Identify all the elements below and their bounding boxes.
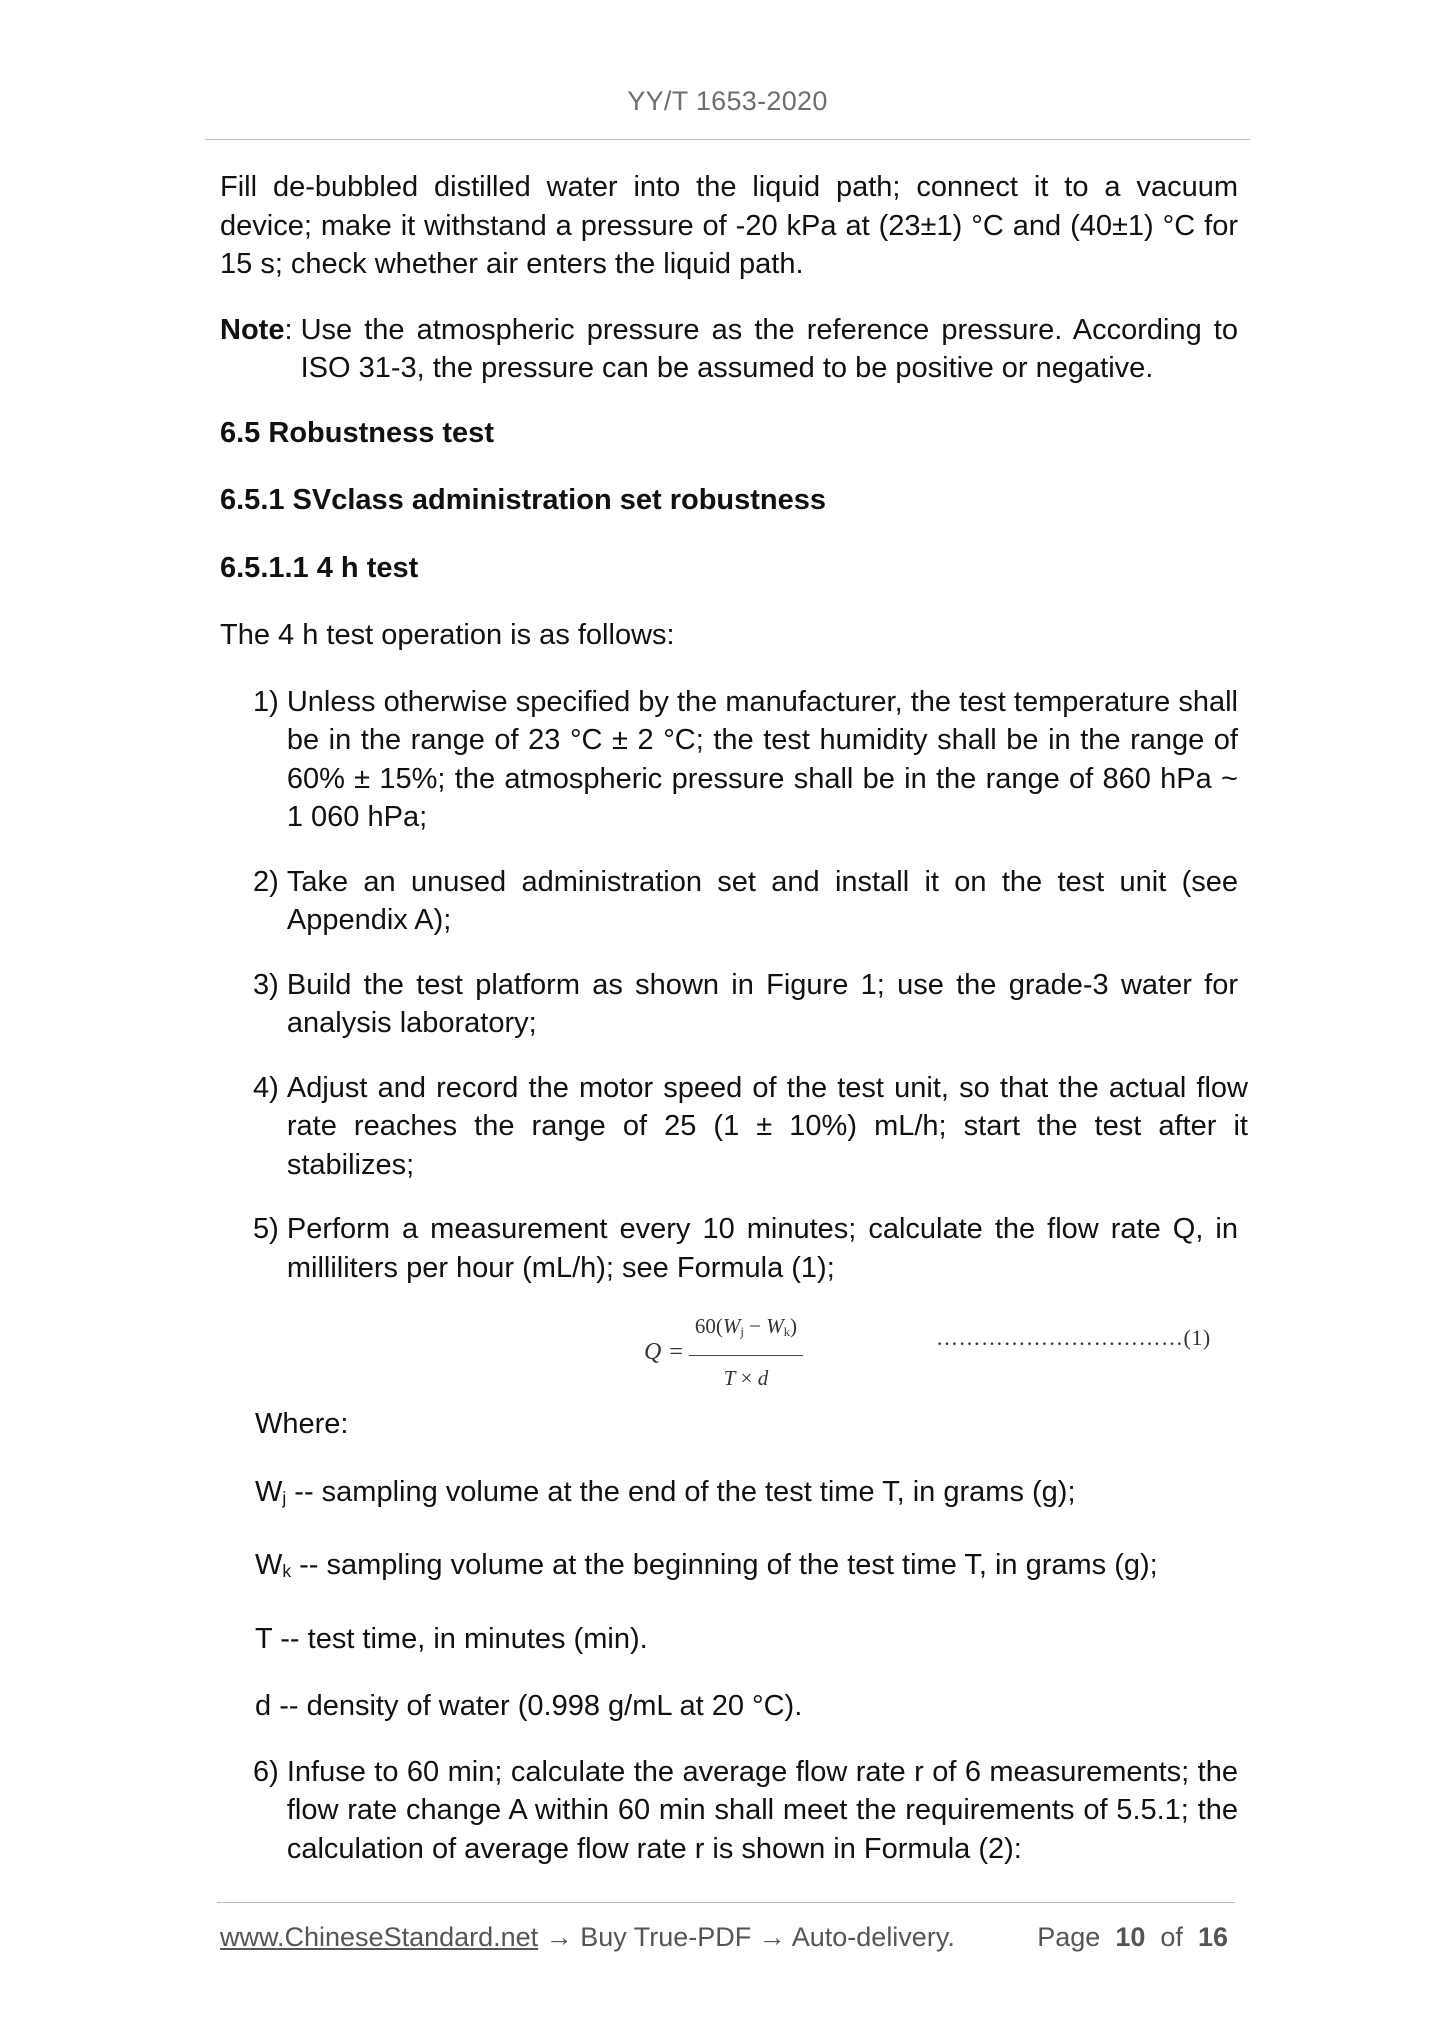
where-label: Where: xyxy=(255,1408,349,1440)
step-number: 5) xyxy=(253,1213,279,1245)
formula-fraction xyxy=(689,1307,803,1397)
current-page-number: 10 xyxy=(1115,1922,1146,1952)
footer-website-link[interactable]: www.ChineseStandard.net xyxy=(220,1922,539,1952)
step-text: Take an unused administration set and install it on the test unit (see Appendix A); xyxy=(286,865,1238,936)
step-item xyxy=(253,1753,1238,1869)
footer-tagline: → Buy True-PDF → Auto-delivery. xyxy=(538,1922,955,1952)
step-number: 6) xyxy=(253,1755,279,1788)
step-item xyxy=(253,863,1238,940)
definition-item: T -- test time, in minutes (min). xyxy=(255,1622,648,1655)
footer-promo xyxy=(220,1922,955,1953)
step-text: Adjust and record the motor speed of the test unit, so that the actual flow rate reaches the range of 25 (1 ± 10%) mL/h; start the test after it stabilizes; xyxy=(286,1071,1248,1181)
step-number: 4) xyxy=(253,1071,279,1104)
document-header: YY/T 1653-2020 xyxy=(627,86,828,116)
footer-divider xyxy=(217,1902,1235,1903)
heading-6-5-1: 6.5.1 SVclass administration set robustness xyxy=(220,484,827,516)
step-number: 1) xyxy=(253,685,279,718)
page-content xyxy=(220,168,1248,1868)
step-number: 3) xyxy=(253,968,279,1001)
step-number: 2) xyxy=(253,865,279,898)
heading-6-5-1-1: 6.5.1.1 4 h test xyxy=(220,551,419,584)
step-text: Build the test platform as shown in Figure 1; use the grade-3 water for analysis laboratory; xyxy=(286,968,1238,1039)
step-item xyxy=(253,1069,1248,1185)
header-divider xyxy=(205,139,1250,140)
total-page-number: 16 xyxy=(1197,1922,1228,1952)
step-text: Perform a measurement every 10 minutes; calculate the flow rate Q, in milliliters per hour (mL/h); see Formula (1); xyxy=(286,1213,1238,1284)
definition-item: $W_k$ -- sampling volume at the beginning of the test time T, in grams (g); xyxy=(255,1549,1158,1581)
note-label: Note xyxy=(220,313,285,346)
formula-reference-number: ……………………………(1) xyxy=(936,1325,1211,1350)
step-text: Infuse to 60 min; calculate the average flow rate r of 6 measurements; the flow rate change A within 60 min shall meet the requirements of 5.5.1; the calculation of average flow rate r is shown in Formula (2): xyxy=(286,1755,1238,1865)
step-text: Unless otherwise specified by the manufacturer, the test temperature shall be in the range of 23 °C ± 2 °C; the test humidity shall be in the range of 60% ± 15%; the atmospheric pressure shall be in the range of 860 hPa ~ 1 060 hPa; xyxy=(286,685,1238,833)
step-item xyxy=(253,966,1238,1043)
formula-lhs: Q xyxy=(644,1338,662,1365)
note-block: Note : Use the atmospheric pressure as the reference pressure. According to ISO 31-3, the pressure can be assumed to be positive or negative. xyxy=(220,311,1238,388)
intro-paragraph: Fill de-bubbled distilled water into the liquid path; connect it to a vacuum device; make it withstand a pressure of -20 kPa at (23±1) °C and (40±1) °C for 15 s; check whether air enters the liquid path. xyxy=(220,171,1238,280)
formula-numerator: $60(W_j - W_k)$ xyxy=(689,1307,803,1356)
step-item xyxy=(253,1210,1238,1287)
formula-equals: = xyxy=(669,1338,683,1365)
formula-denominator: T × d xyxy=(723,1365,769,1390)
lead-in-paragraph: The 4 h test operation is as follows: xyxy=(220,619,675,651)
formula-1 xyxy=(220,1299,1238,1393)
formula-expression xyxy=(644,1307,803,1397)
definition-item: d -- density of water (0.998 g/mL at 20 °C). xyxy=(255,1690,803,1722)
definition-item: $W_j$ -- sampling volume at the end of the test time T, in grams (g); xyxy=(255,1475,1076,1508)
page-indicator: Page 10 of 16 xyxy=(1037,1922,1228,1952)
heading-6-5: 6.5 Robustness test xyxy=(220,416,494,449)
step-item xyxy=(253,683,1238,837)
note-text: Use the atmospheric pressure as the reference pressure. According to ISO 31-3, the pressure can be assumed to be positive or negative. xyxy=(300,313,1238,384)
